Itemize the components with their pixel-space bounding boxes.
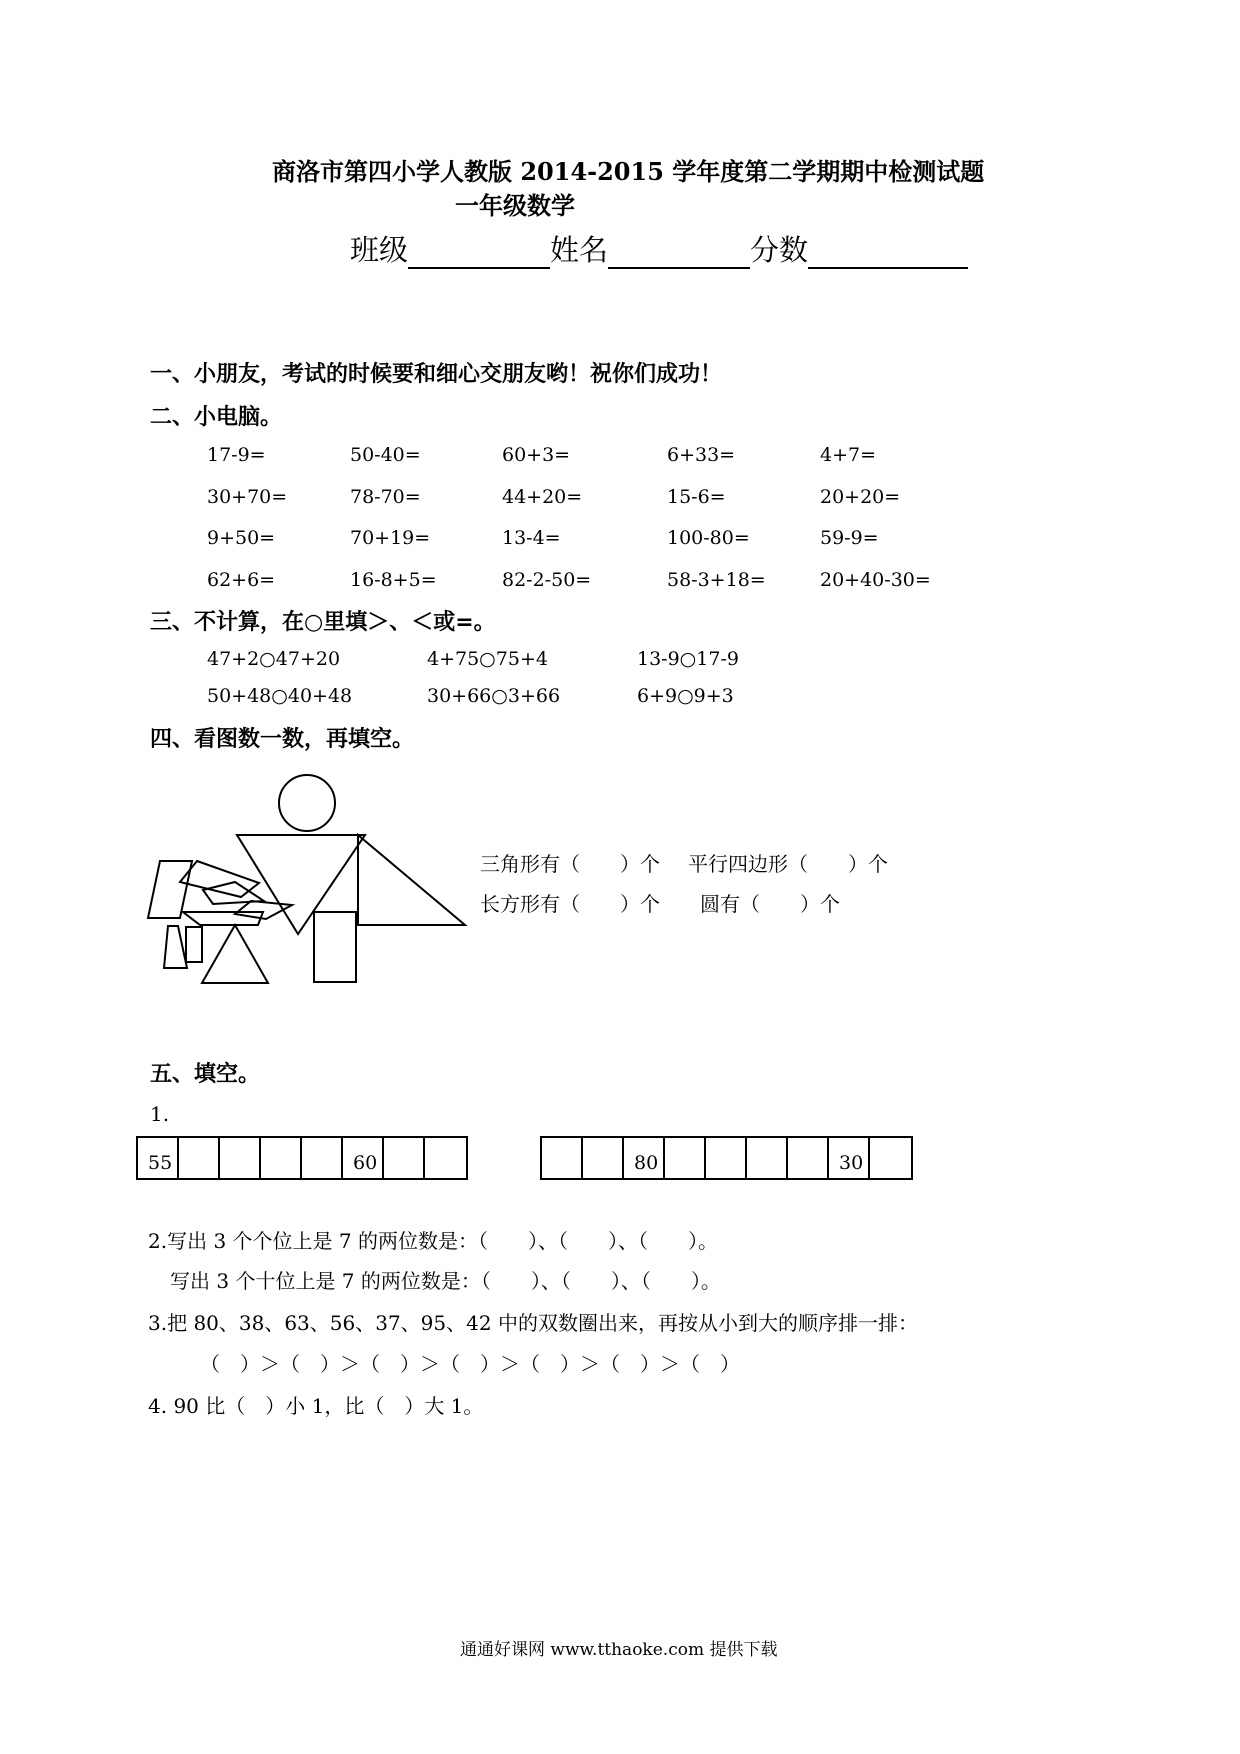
name-label: 姓名 (550, 233, 609, 267)
rectangle-shape (186, 927, 202, 962)
grid-cell[interactable] (665, 1138, 706, 1178)
exam-title: 商洛市第四小学人教版 2014-2015 学年度第二学期期中检测试题 (272, 157, 985, 186)
question-3: 3.把 80、38、63、56、37、95、42 中的双数圈出来，再按从小到大的顺序排一排： (148, 1311, 918, 1335)
calc-item: 58-3+18= (667, 569, 766, 591)
compare-item: 30+66○3+66 (427, 685, 561, 707)
grid-cell[interactable] (179, 1138, 220, 1178)
shapes-figure (140, 770, 480, 1010)
calc-item: 59-9= (820, 527, 879, 549)
calc-item: 17-9= (207, 444, 266, 466)
triangle-count-question: 三角形有（ ）个 (480, 852, 660, 876)
name-blank[interactable] (608, 237, 750, 269)
grid-cell: 30 (829, 1138, 870, 1178)
calc-item: 70+19= (350, 527, 431, 549)
calc-item: 4+7= (820, 444, 877, 466)
class-blank[interactable] (408, 237, 550, 269)
compare-item: 50+48○40+48 (207, 685, 353, 707)
student-info-row (350, 228, 968, 269)
calc-item: 60+3= (502, 444, 571, 466)
grid-cell[interactable] (384, 1138, 425, 1178)
grid-cell: 60 (343, 1138, 384, 1178)
compare-item: 47+2○47+20 (207, 648, 341, 670)
calc-item: 50-40= (350, 444, 421, 466)
section-1-heading: 一、小朋友，考试的时候要和细心交朋友哟！祝你们成功！ (150, 362, 723, 387)
number-grid-2 (540, 1136, 913, 1180)
calc-item: 6+33= (667, 444, 736, 466)
question-2a: 2.写出 3 个个位上是 7 的两位数是：（ ）、（ ）、（ ）。 (148, 1229, 718, 1253)
grid-cell[interactable] (870, 1138, 911, 1178)
class-label: 班级 (350, 233, 409, 267)
calc-item: 44+20= (502, 486, 583, 508)
calc-item: 100-80= (667, 527, 750, 549)
grid-cell[interactable] (706, 1138, 747, 1178)
section-4-heading: 四、看图数一数，再填空。 (150, 727, 415, 752)
grid-cell[interactable] (425, 1138, 466, 1178)
compare-item: 6+9○9+3 (637, 685, 734, 707)
calc-item: 20+40-30= (820, 569, 931, 591)
parallelogram-shape (235, 901, 292, 919)
calc-item: 16-8+5= (350, 569, 437, 591)
calc-item: 82-2-50= (502, 569, 592, 591)
section-3-heading: 三、不计算，在○里填＞、＜或=。 (150, 610, 496, 635)
calc-item: 9+50= (207, 527, 276, 549)
question-4: 4. 90 比（ ）小 1，比（ ）大 1。 (148, 1394, 484, 1418)
parallelogram-count-question: 平行四边形（ ）个 (688, 852, 888, 876)
small-triangle-shape (202, 925, 268, 983)
calc-item: 62+6= (207, 569, 276, 591)
right-triangle-shape (358, 835, 465, 925)
grid-cell[interactable] (747, 1138, 788, 1178)
circle-count-question: 圆有（ ）个 (700, 892, 840, 916)
calc-item: 13-4= (502, 527, 561, 549)
grid-cell[interactable] (302, 1138, 343, 1178)
grid-cell[interactable] (788, 1138, 829, 1178)
score-blank[interactable] (808, 237, 968, 269)
grid-cell[interactable] (542, 1138, 583, 1178)
calc-item: 78-70= (350, 486, 421, 508)
parallelogram-shape (180, 861, 259, 897)
parallelogram-shape (148, 861, 192, 918)
section-2-heading: 二、小电脑。 (150, 405, 283, 430)
question-1-label: 1. (150, 1102, 170, 1126)
circle-shape (279, 775, 335, 831)
grid-cell[interactable] (220, 1138, 261, 1178)
grid-cell: 55 (138, 1138, 179, 1178)
exam-subtitle: 一年级数学 (455, 191, 575, 220)
grid-cell[interactable] (583, 1138, 624, 1178)
parallelogama-shape (183, 912, 263, 925)
question-2b: 写出 3 个十位上是 7 的两位数是：（ ）、（ ）、（ ）。 (170, 1269, 721, 1293)
grid-cell: 80 (624, 1138, 665, 1178)
number-grid-1 (136, 1136, 468, 1180)
rectangle-shape (314, 912, 356, 982)
rectangle-count-question: 长方形有（ ）个 (480, 892, 660, 916)
compare-item: 4+75○75+4 (427, 648, 548, 670)
calc-item: 15-6= (667, 486, 726, 508)
calc-item: 30+70= (207, 486, 288, 508)
parallelogram-shape (164, 926, 187, 968)
footer-credit: 通通好课网 www.tthaoke.com 提供下载 (460, 1640, 778, 1660)
question-3-order: （ ）＞（ ）＞（ ）＞（ ）＞（ ）＞（ ）＞（ ） (200, 1352, 740, 1376)
score-label: 分数 (750, 233, 809, 267)
grid-cell[interactable] (261, 1138, 302, 1178)
compare-item: 13-9○17-9 (637, 648, 739, 670)
section-5-heading: 五、填空。 (150, 1062, 261, 1087)
calc-item: 20+20= (820, 486, 901, 508)
